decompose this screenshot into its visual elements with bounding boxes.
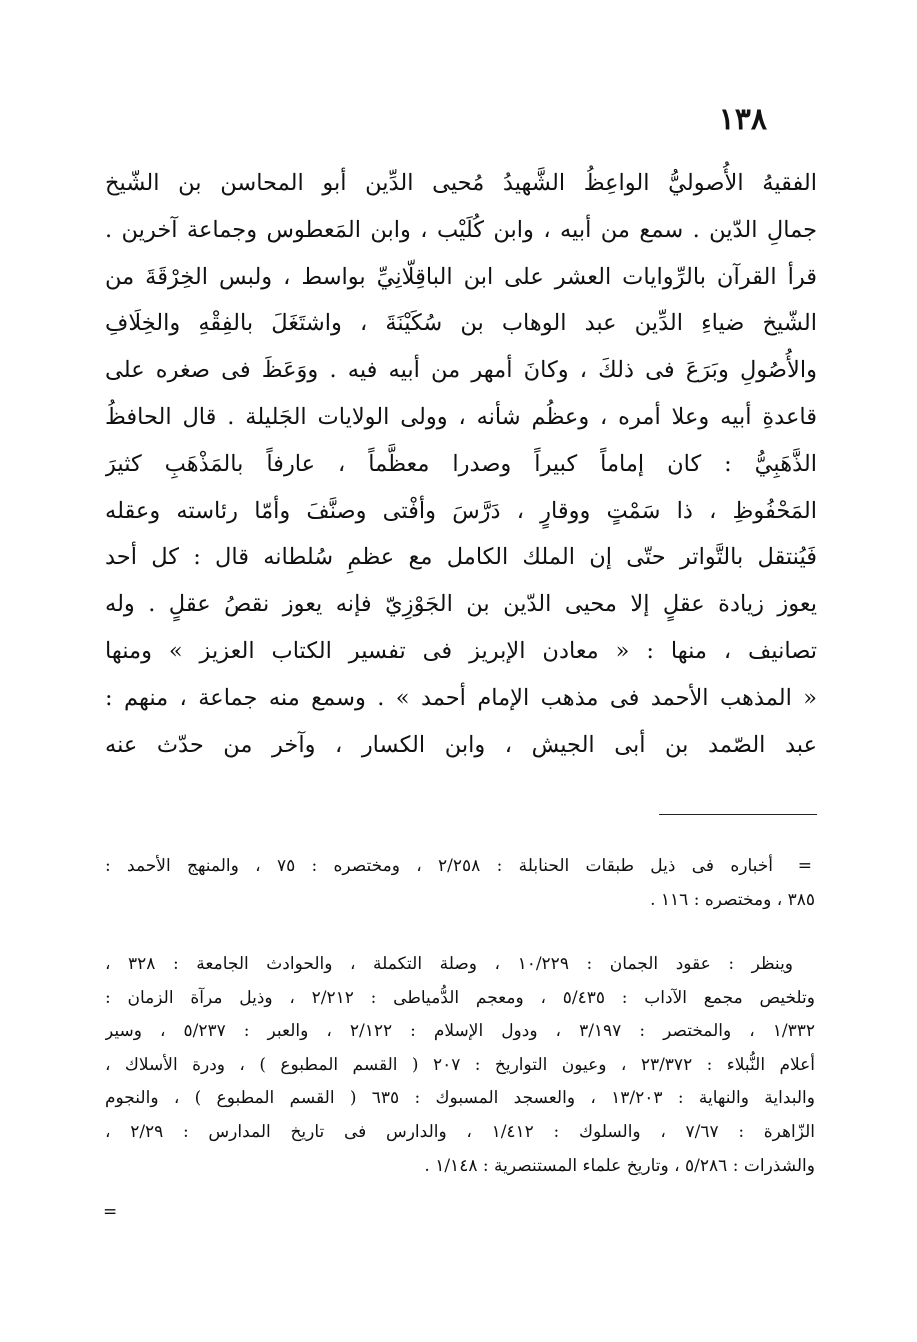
footnote-line: ٣٨٥ ، ومختصره : ١١٦ . <box>650 889 815 910</box>
footnote-line: وتلخيص مجمع الآداب : ٥/٤٣٥ ، ومعجم الدُّمياطى : ٢/٢١٢ ، وذيل مرآة الزمان : <box>105 987 815 1008</box>
main-text-line: عبد الصّمد بن أبى الجيش ، وابن الكسار ، وآخر من حدّث عنه <box>105 731 817 758</box>
footnote-line: الزّاهرة : ٧/٦٧ ، والسلوك : ١/٤١٢ ، والدارس فى تاريخ المدارس : ٢/٢٩ ، <box>105 1121 815 1142</box>
page-number: ١٣٨ <box>718 102 767 137</box>
main-text-line: جمالِ الدّين . سمع من أبيه ، وابن كُلَيْب ، وابن المَعطوس وجماعة آخرين . <box>105 216 817 243</box>
main-text-line: قرأ القرآن بالرِّوايات العشر على ابن الباقِلّانِيِّ بواسط ، ولبس الخِرْقَةَ من <box>105 263 817 290</box>
footnote-line: وينظر : عقود الجمان : ١٠/٢٢٩ ، وصلة التكملة ، والحوادث الجامعة : ٣٢٨ ، <box>105 954 794 974</box>
footnote-continuation-mark-top: = <box>797 856 812 876</box>
footnote-line: والشذرات : ٥/٢٨٦ ، وتاريخ علماء المستنصرية : ١/١٤٨ . <box>424 1155 815 1176</box>
footnote-line: أعلام النُّبلاء : ٢٣/٣٧٢ ، وعيون التواريخ : ٢٠٧ ( القسم المطبوع ) ، ودرة الأسلاك ، <box>105 1054 815 1075</box>
footnote-continuation-mark-bottom: = <box>103 1202 118 1222</box>
main-text-line: « المذهب الأحمد فى مذهب الإمام أحمد » . وسمع منه جماعة ، منهم : <box>105 684 817 711</box>
main-text-line: تصانيف ، منها : « معادن الإبريز فى تفسير الكتاب العزيز » ومنها <box>105 637 817 664</box>
footnote-line: ١/٣٣٢ ، والمختصر : ٣/١٩٧ ، ودول الإسلام : ٢/١٢٢ ، والعبر : ٥/٢٣٧ ، وسير <box>105 1021 815 1042</box>
main-text-line: الذَّهَبِيُّ : كان إماماً كبيراً وصدرا معظَّماً ، عارفاً بالمَذْهَبِ كثيرَ <box>105 450 817 477</box>
main-text-line: يعوز زيادة عقلٍ إلا محيى الدّين بن الجَوْزِيّ فإنه يعوز نقصُ عقلٍ . وله <box>105 591 817 618</box>
main-text-line: قاعدةِ أبيه وعلا أمره ، وعظُم شأنه ، وولى الولايات الجَليلة . قال الحافظُ <box>105 403 817 430</box>
main-text-line: الفقيهُ الأُصوليُّ الواعِظُ الشَّهيدُ مُحيى الدِّين أبو المحاسن بن الشّيخ <box>105 170 817 196</box>
footnote-block-1 <box>105 850 815 917</box>
footnote-line: أخباره فى ذيل طبقات الحنابلة : ٢/٢٥٨ ، ومختصره : ٧٥ ، والمنهج الأحمد : <box>105 856 773 876</box>
footnote-line: والبداية والنهاية : ١٣/٢٠٣ ، والعسجد المسبوك : ٦٣٥ ( القسم المطبوع ) ، والنجوم <box>105 1088 815 1109</box>
main-text-line: فَيُنتقل بالتَّواتر حتّى إن الملك الكامل مع عظمِ سُلطانه قال : كل أحد <box>105 544 817 571</box>
footnote-separator <box>659 814 817 815</box>
main-text-line: المَحْفُوظِ ، ذا سَمْتٍ ووقارٍ ، دَرَّسَ وأفْتى وصنَّفَ وأمّا رئاسته وعقله <box>105 497 817 524</box>
main-text-body <box>105 160 817 768</box>
footnote-block-2 <box>105 948 815 1183</box>
main-text-line: الشّيخ ضياءِ الدِّين عبد الوهاب بن سُكَيْنَةَ ، واشتَغَلَ بالفِقْهِ والخِلَافِ <box>105 310 817 337</box>
main-text-line: والأُصُولِ وبَرَعَ فى ذلكَ ، وكانَ أمهر من أبيه فيه . ووَعَظَ فى صغره على <box>105 357 817 384</box>
